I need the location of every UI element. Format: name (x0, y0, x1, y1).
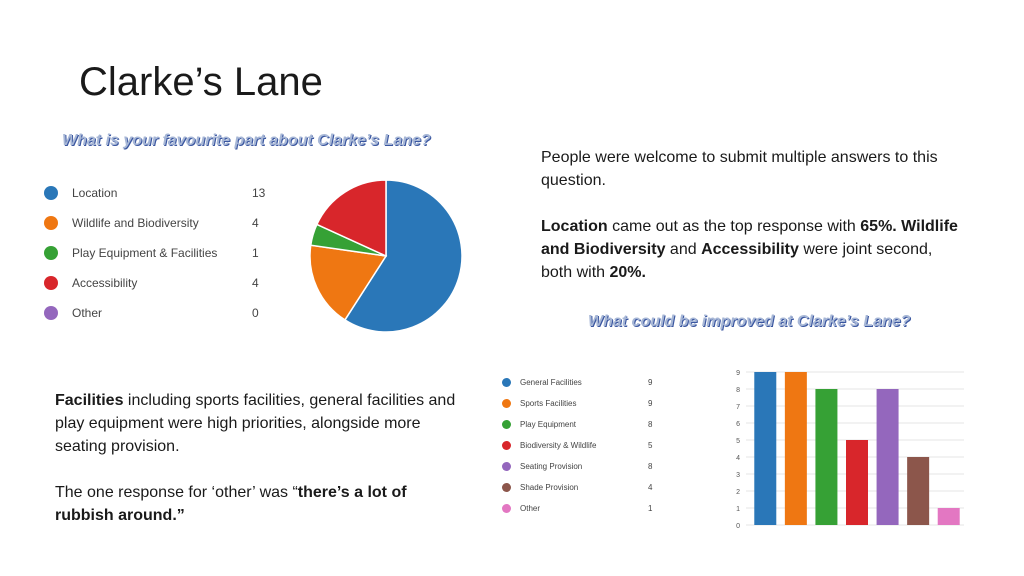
favourite-summary (541, 146, 961, 284)
legend-label: Play Equipment (520, 420, 577, 429)
legend-count: 9 (648, 378, 653, 387)
legend-swatch (502, 483, 511, 492)
accessibility-emph: Accessibility (701, 241, 799, 258)
y-tick-label: 6 (736, 421, 740, 428)
favourite-question-title: What is your favourite part about Clarke’s Lane? (62, 132, 431, 149)
wildlife-emph: 65%. Wildlife and Biodiversity (541, 218, 958, 258)
other-quote: there’s a lot of rubbish around.” (55, 484, 407, 524)
note-text-1: came out as the top response with (607, 218, 861, 235)
y-tick-label: 2 (736, 489, 740, 496)
legend-swatch (502, 378, 511, 387)
legend-swatch (44, 186, 58, 200)
legend-swatch (44, 246, 58, 260)
location-emph: Location (541, 218, 608, 235)
y-tick-label: 4 (736, 455, 740, 462)
other-text: The one response for ‘other’ was “ (55, 484, 298, 501)
page-title: Clarke’s Lane (79, 60, 323, 104)
note-text-2: and (665, 241, 702, 258)
legend-label: Wildlife and Biodiversity (72, 216, 199, 230)
legend-count: 4 (252, 276, 259, 290)
legend-swatch (502, 420, 511, 429)
improvement-summary (55, 389, 465, 527)
legend-item-shade-provision (502, 477, 662, 498)
bar-sports-facilities (785, 372, 807, 525)
legend-item-accessibility (44, 268, 276, 298)
legend-label: Accessibility (72, 276, 138, 290)
legend-item-seating-provision (502, 456, 662, 477)
favourite-pie-chart (306, 177, 466, 337)
improvement-bar-chart (728, 362, 968, 532)
facilities-emph: Facilities (55, 392, 124, 409)
y-tick-label: 1 (736, 506, 740, 513)
legend-item-location (44, 178, 276, 208)
legend-item-sports-facilities (502, 393, 662, 414)
legend-count: 4 (252, 216, 259, 230)
top-response-note (541, 215, 961, 284)
legend-swatch (44, 276, 58, 290)
bar-biodiversity-wildlife (846, 440, 868, 525)
bar-shade-provision (907, 457, 929, 525)
facilities-text: including sports facilities, general facilities and play equipment were high priorities, alongside more seating provision. (55, 392, 456, 455)
legend-swatch (502, 441, 511, 450)
legend-item-other (502, 498, 662, 519)
legend-count: 8 (648, 462, 653, 471)
improvement-question-title: What could be improved at Clarke’s Lane? (588, 313, 911, 330)
improvement-legend (502, 372, 662, 519)
legend-item-wildlife-and-biodiversity (44, 208, 276, 238)
legend-count: 4 (648, 483, 653, 492)
legend-label: Shade Provision (520, 483, 579, 492)
bar-seating-provision (877, 389, 899, 525)
bar-other (938, 508, 960, 525)
bar-play-equipment (815, 389, 837, 525)
legend-label: Other (72, 306, 103, 320)
legend-count: 8 (648, 420, 653, 429)
legend-count: 9 (648, 399, 653, 408)
y-tick-label: 9 (736, 370, 740, 377)
legend-item-play-equipment-facilities (44, 238, 276, 268)
other-response-note (55, 481, 465, 527)
y-tick-label: 8 (736, 387, 740, 394)
legend-label: Other (520, 504, 541, 513)
legend-swatch (502, 462, 511, 471)
facilities-note (55, 389, 465, 458)
legend-count: 0 (252, 306, 259, 320)
favourite-legend (44, 178, 276, 328)
legend-swatch (44, 216, 58, 230)
y-tick-label: 5 (736, 438, 740, 445)
legend-label: Biodiversity & Wildlife (520, 441, 597, 450)
legend-item-general-facilities (502, 372, 662, 393)
legend-swatch (502, 399, 511, 408)
legend-item-play-equipment (502, 414, 662, 435)
legend-count: 13 (252, 186, 266, 200)
legend-item-other (44, 298, 276, 328)
legend-count: 5 (648, 441, 653, 450)
legend-swatch (44, 306, 58, 320)
legend-count: 1 (648, 504, 653, 513)
legend-label: Sports Facilities (520, 399, 577, 408)
percent-emph: 20%. (609, 264, 646, 281)
legend-label: General Facilities (520, 378, 582, 387)
multiple-answers-note: People were welcome to submit multiple answers to this question. (541, 149, 938, 189)
y-tick-label: 3 (736, 472, 740, 479)
y-tick-label: 7 (736, 404, 740, 411)
y-tick-label: 0 (736, 523, 740, 530)
legend-swatch (502, 504, 511, 513)
note-text-3: were joint second, both with (541, 241, 933, 281)
legend-count: 1 (252, 246, 259, 260)
legend-label: Location (72, 186, 118, 200)
legend-label: Play Equipment & Facilities (72, 246, 218, 260)
bar-general-facilities (754, 372, 776, 525)
legend-item-biodiversity-wildlife (502, 435, 662, 456)
legend-label: Seating Provision (520, 462, 583, 471)
